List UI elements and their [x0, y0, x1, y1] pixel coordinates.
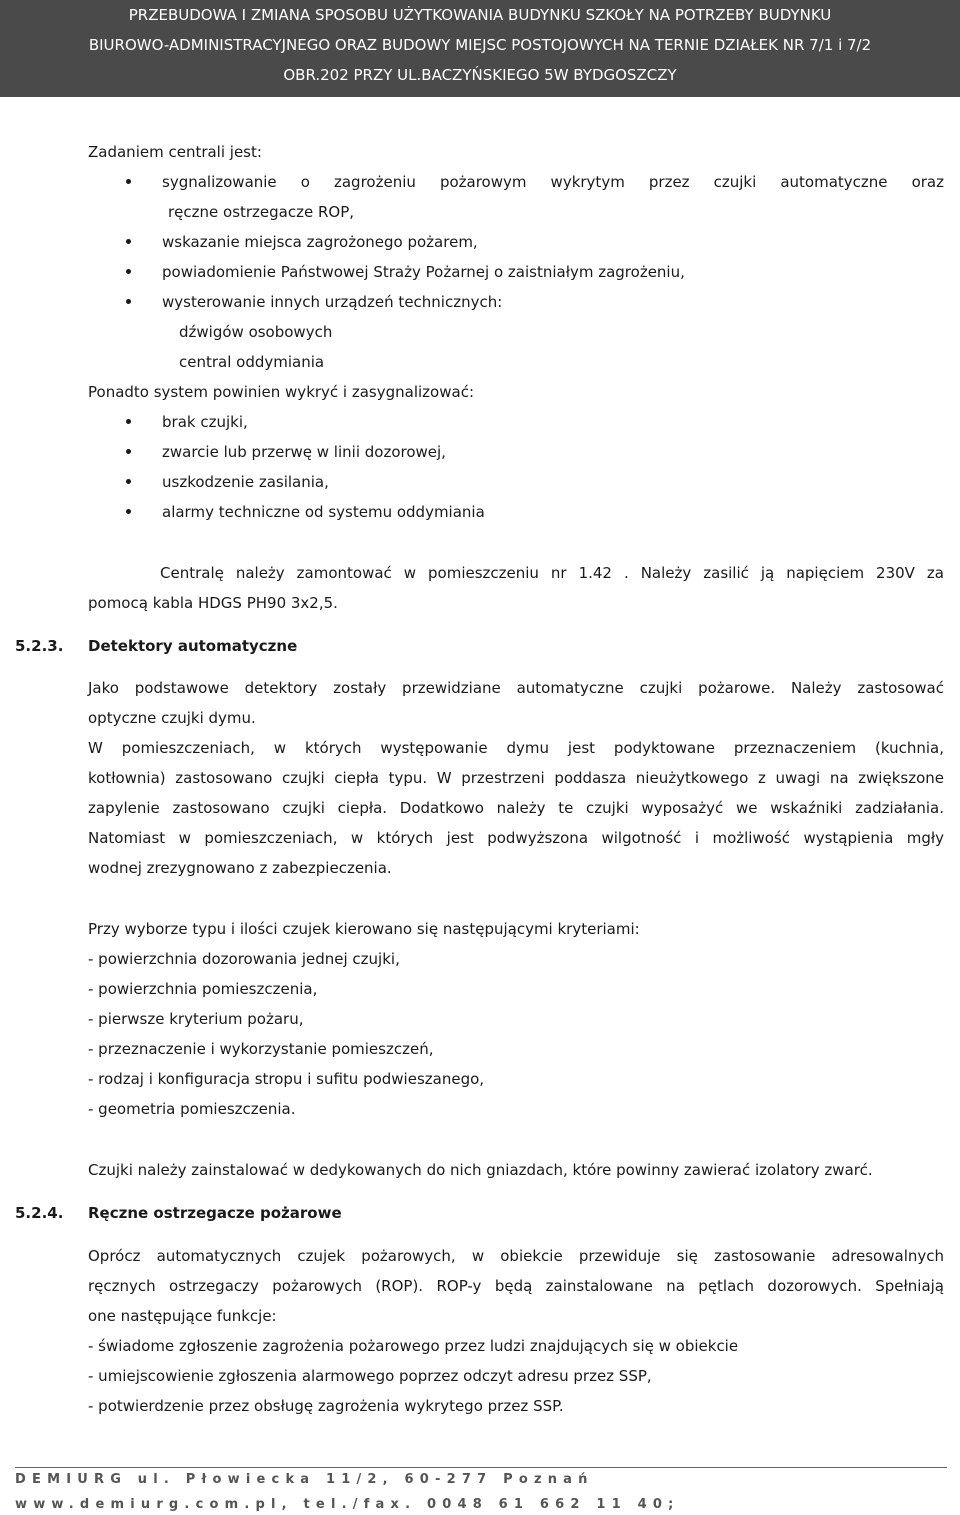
detectors-paragraph-1-cont: optyczne czujki dymu. [88, 709, 256, 727]
centrala-item-4: wysterowanie innych urządzeń technicznych: [162, 293, 503, 311]
criteria-item: - geometria pomieszczenia. [88, 1100, 296, 1118]
ponadto-intro: Ponadto system powinien wykryć i zasygnalizować: [88, 383, 474, 401]
centrala-intro: Zadaniem centrali jest: [88, 143, 262, 161]
detectors-paragraph-2-line-3: zapylenie zastosowano czujki ciepła. Dodatkowo należy te czujki wyposażyć we wskaźniki zadziałania. [88, 799, 944, 817]
rop-paragraph: Oprócz automatycznych czujek pożarowych, w obiekcie przewiduje się zastosowanie adresowalnych [88, 1247, 944, 1265]
header-line-1: PRZEBUDOWA I ZMIANA SPOSOBU UŻYTKOWANIA BUDYNKU SZKOŁY NA POTRZEBY BUDYNKU [128, 6, 832, 24]
rop-function-item: - potwierdzenie przez obsługę zagrożenia wykrytego przez SSP. [88, 1397, 564, 1415]
rop-paragraph-line-2: ręcznych ostrzegaczy pożarowych (ROP). ROP-y będą zainstalowane na pętlach dozorowych. Spełniają [88, 1277, 944, 1295]
ponadto-item-2: zwarcie lub przerwę w linii dozorowej, [162, 443, 446, 461]
header-line-3: OBR.202 PRZY UL.BACZYŃSKIEGO 5W BYDGOSZCZY [283, 66, 677, 84]
header-line-2: BIUROWO-ADMINISTRACYJNEGO ORAZ BUDOWY MIEJSC POSTOJOWYCH NA TERNIE DZIAŁEK NR 7/1 i 7/2 [88, 36, 872, 54]
footer-contact: www.demiurg.com.pl, tel./fax. 0048 61 662 11 40; [15, 1497, 680, 1512]
detectors-paragraph-2-line-4: Natomiast w pomieszczeniach, w których jest podwyższona wilgotność i możliwość wystąpienia mgły [88, 829, 944, 847]
criteria-item: - powierzchnia dozorowania jednej czujki, [88, 950, 400, 968]
install-note: Czujki należy zainstalować w dedykowanych do nich gniazdach, które powinny zawierać izolatory zwarć. [88, 1161, 873, 1179]
ponadto-item-4: alarmy techniczne od systemu oddymiania [162, 503, 485, 521]
criteria-item: - pierwsze kryterium pożaru, [88, 1010, 304, 1028]
bullet-icon [126, 269, 131, 274]
document-header [0, 0, 960, 97]
bullet-icon [126, 509, 131, 514]
section-title: Ręczne ostrzegacze pożarowe [88, 1204, 342, 1222]
criteria-item: - przeznaczenie i wykorzystanie pomieszczeń, [88, 1040, 434, 1058]
bullet-icon [126, 179, 131, 184]
section-number: 5.2.3. [15, 637, 64, 655]
detectors-paragraph-2: W pomieszczeniach, w których występowanie dymu jest podyktowane przeznaczeniem (kuchnia, [88, 739, 944, 757]
bullet-icon [126, 239, 131, 244]
ponadto-item-1: brak czujki, [162, 413, 248, 431]
detectors-paragraph-2-line-5: wodnej zrezygnowano z zabezpieczenia. [88, 859, 392, 877]
bullet-icon [126, 479, 131, 484]
bullet-icon [126, 299, 131, 304]
footer-address: DEMIURG ul. Płowiecka 11/2, 60-277 Poznań [15, 1472, 594, 1487]
criteria-item: - powierzchnia pomieszczenia, [88, 980, 318, 998]
detectors-paragraph-2-line-2: kotłownia) zastosowano czujki ciepła typu. W przestrzeni poddasza nieużytkowego z uwagi na zwiększone [88, 769, 944, 787]
centrala-item-1-cont: ręczne ostrzegacze ROP, [168, 203, 355, 221]
rop-function-item: - świadome zgłoszenie zagrożenia pożarowego przez ludzi znajdujących się w obiekcie [88, 1337, 739, 1355]
footer-divider [15, 1467, 947, 1468]
centrala-item-1: sygnalizowanie o zagrożeniu pożarowym wykrytym przez czujki automatyczne oraz [162, 173, 944, 191]
criteria-item: - rodzaj i konfiguracja stropu i sufitu podwieszanego, [88, 1070, 485, 1088]
bullet-icon [126, 419, 131, 424]
centrala-item-2: wskazanie miejsca zagrożonego pożarem, [162, 233, 478, 251]
rop-function-item: - umiejscowienie zgłoszenia alarmowego poprzez odczyt adresu przez SSP, [88, 1367, 652, 1385]
ponadto-item-3: uszkodzenie zasilania, [162, 473, 329, 491]
mount-paragraph: Centralę należy zamontować w pomieszczeniu nr 1.42 . Należy zasilić ją napięciem 230V za [160, 564, 944, 582]
section-title: Detektory automatyczne [88, 637, 298, 655]
mount-paragraph-cont: pomocą kabla HDGS PH90 3x2,5. [88, 594, 338, 612]
rop-paragraph-line-3: one następujące funkcje: [88, 1307, 277, 1325]
detectors-paragraph-1: Jako podstawowe detektory zostały przewidziane automatyczne czujki pożarowe. Należy zastosować [88, 679, 944, 697]
section-number: 5.2.4. [15, 1204, 64, 1222]
criteria-intro: Przy wyborze typu i ilości czujek kierowano się następującymi kryteriami: [88, 920, 640, 938]
centrala-sub-1: dźwigów osobowych [179, 323, 333, 341]
bullet-icon [126, 449, 131, 454]
centrala-sub-2: central oddymiania [179, 353, 325, 371]
centrala-item-3: powiadomienie Państwowej Straży Pożarnej o zaistniałym zagrożeniu, [162, 263, 685, 281]
